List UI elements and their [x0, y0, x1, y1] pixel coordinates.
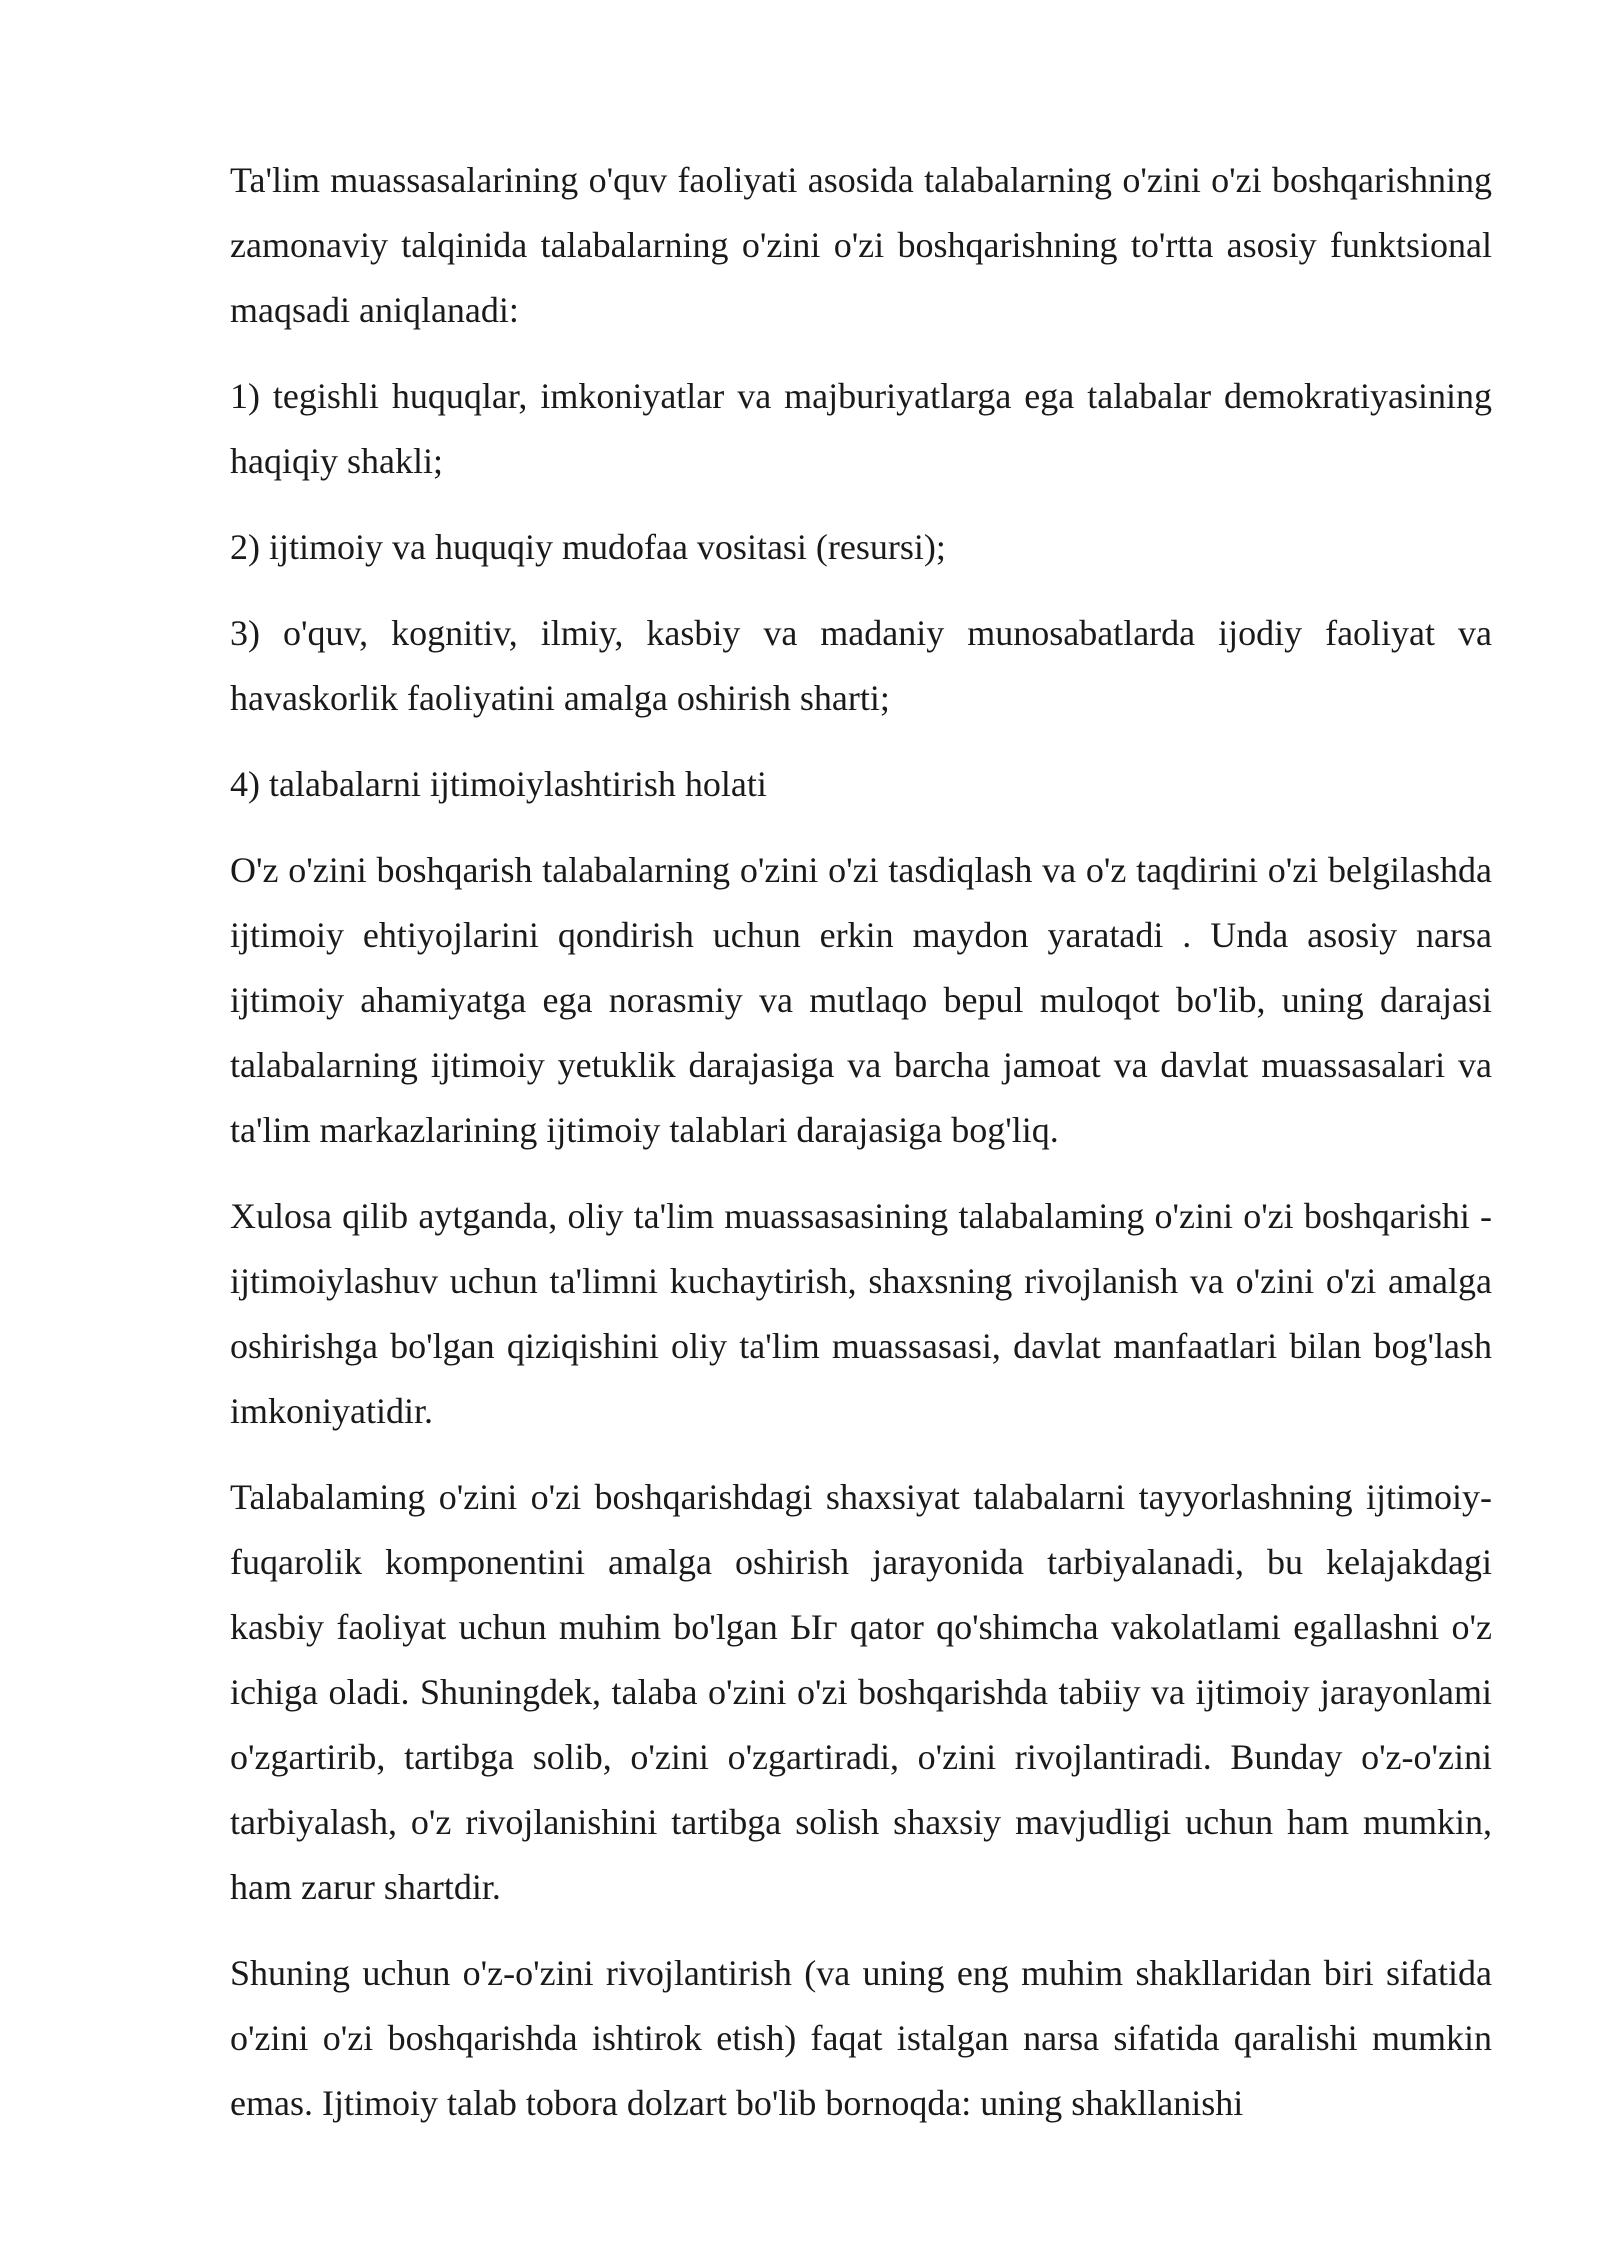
paragraph-self-development: Shuning uchun o'z-o'zini rivojlantirish (va uning eng muhim shakllaridan biri sifatida o'zini o'zi boshqarishda ishtirok etish) faqat istalgan narsa sifatida qaralishi mumkin emas. Ijtimoiy talab tobora dolzart bo'lib bornoqda: uning shakllanishi: [230, 1953, 1492, 2123]
list-item-3: 3) o'quv, kognitiv, ilmiy, kasbiy va madaniy munosabatlarda ijodiy faoliyat va havaskorlik faoliyatini amalga oshirish sharti;: [230, 613, 1492, 718]
paragraph-personality: Talabalaming o'zini o'zi boshqarishdagi shaxsiyat talabalarni tayyorlashning ijtimoiy-fuqarolik komponentini amalga oshirish jarayonida tarbiyalanadi, bu kelajakdagi kasbiy faoliyat uchun muhim bo'lgan ЬΙг qator qo'shimcha vakolatlami egallashni o'z ichiga oladi. Shuningdek, talaba o'zini o'zi boshqarishda tabiiy va ijtimoiy jarayonlami o'zgartirib, tartibga solib, o'zini o'zgartiradi, o'zini rivojlantiradi. Bunday o'z-o'zini tarbiyalash, o'z rivojlanishini tartibga solish shaxsiy mavjudligi uchun ham mumkin, ham zarur shartdir.: [230, 1477, 1492, 1907]
list-item-2: 2) ijtimoiy va huquqiy mudofaa vositasi (resursi);: [230, 527, 946, 567]
paragraph-conclusion: Xulosa qilib aytganda, oliy ta'lim muassasasining talabalaming o'zini o'zi boshqarishi - ijtimoiylashuv uchun ta'limni kuchaytirish, shaxsning rivojlanish va o'zini o'zi amalga oshirishga bo'lgan qiziqishini oliy ta'lim muassasasi, davlat manfaatlari bilan bog'lash imkoniyatidir.: [230, 1196, 1492, 1431]
list-item-1: 1) tegishli huquqlar, imkoniyatlar va majburiyatlarga ega talabalar demokratiyasining haqiqiy shakli;: [230, 376, 1492, 481]
paragraph-intro: Ta'lim muassasalarining o'quv faoliyati asosida talabalarning o'zini o'zi boshqarishning zamonaviy talqinida talabalarning o'zini o'zi boshqarishning to'rtta asosiy funktsional maqsadi aniqlanadi:: [230, 160, 1492, 330]
list-item-4: 4) talabalarni ijtimoiylashtirish holati: [230, 764, 767, 804]
document-body: [230, 148, 1492, 2157]
paragraph-self-governance: O'z o'zini boshqarish talabalarning o'zini o'zi tasdiqlash va o'z taqdirini o'zi belgilashda ijtimoiy ehtiyojlarini qondirish uchun erkin maydon yaratadi . Unda asosiy narsa ijtimoiy ahamiyatga ega norasmiy va mutlaqo bepul muloqot bo'lib, uning darajasi talabalarning ijtimoiy yetuklik darajasiga va barcha jamoat va davlat muassasalari va ta'lim markazlarining ijtimoiy talablari darajasiga bog'liq.: [230, 850, 1492, 1150]
